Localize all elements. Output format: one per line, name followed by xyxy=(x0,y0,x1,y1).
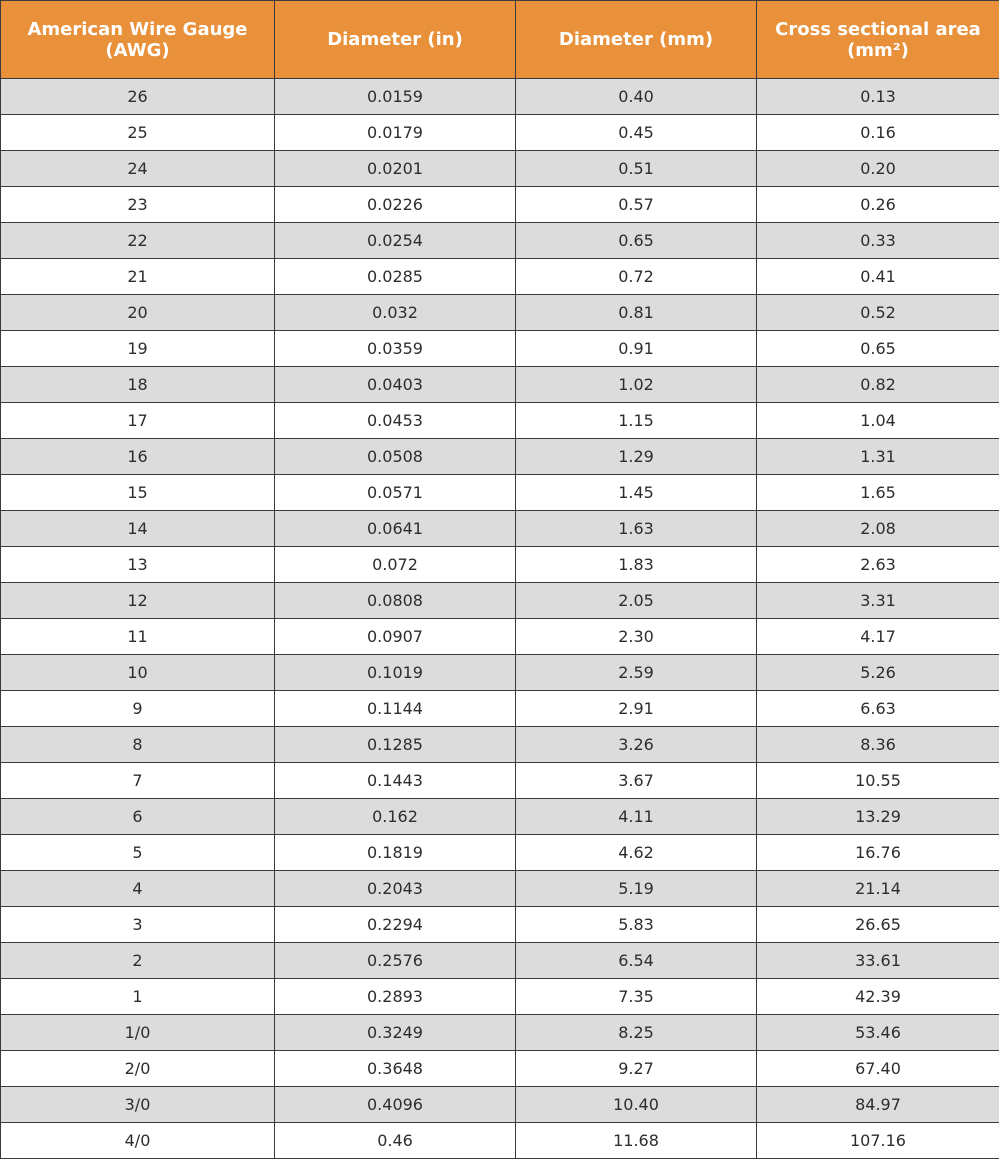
table-row xyxy=(1,511,999,547)
table-row xyxy=(1,403,999,439)
table-row xyxy=(1,835,999,871)
diameter-in-cell: 0.46 xyxy=(275,1123,516,1159)
area-cell: 67.40 xyxy=(757,1051,999,1087)
awg-cell: 5 xyxy=(1,835,275,871)
awg-cell: 13 xyxy=(1,547,275,583)
area-cell: 0.33 xyxy=(757,223,999,259)
table-row xyxy=(1,727,999,763)
table-row xyxy=(1,151,999,187)
awg-cell: 1/0 xyxy=(1,1015,275,1051)
awg-cell: 4/0 xyxy=(1,1123,275,1159)
table-row xyxy=(1,259,999,295)
diameter-mm-cell: 3.67 xyxy=(516,763,757,799)
header-awg xyxy=(1,1,275,79)
header-area-line1: Cross sectional area xyxy=(763,19,993,40)
area-cell: 0.16 xyxy=(757,115,999,151)
awg-cell: 6 xyxy=(1,799,275,835)
awg-cell: 12 xyxy=(1,583,275,619)
header-diameter-in xyxy=(275,1,516,79)
diameter-in-cell: 0.2043 xyxy=(275,871,516,907)
diameter-in-cell: 0.0508 xyxy=(275,439,516,475)
awg-cell: 7 xyxy=(1,763,275,799)
table-row xyxy=(1,187,999,223)
area-cell: 1.04 xyxy=(757,403,999,439)
diameter-in-cell: 0.1819 xyxy=(275,835,516,871)
table-row xyxy=(1,979,999,1015)
area-cell: 21.14 xyxy=(757,871,999,907)
table-row xyxy=(1,547,999,583)
header-diameter-mm xyxy=(516,1,757,79)
diameter-in-cell: 0.1285 xyxy=(275,727,516,763)
diameter-in-cell: 0.3648 xyxy=(275,1051,516,1087)
area-cell: 84.97 xyxy=(757,1087,999,1123)
diameter-mm-cell: 7.35 xyxy=(516,979,757,1015)
diameter-in-cell: 0.0159 xyxy=(275,79,516,115)
area-cell: 26.65 xyxy=(757,907,999,943)
awg-cell: 3/0 xyxy=(1,1087,275,1123)
diameter-mm-cell: 9.27 xyxy=(516,1051,757,1087)
table-row xyxy=(1,943,999,979)
diameter-in-cell: 0.0571 xyxy=(275,475,516,511)
diameter-mm-cell: 2.91 xyxy=(516,691,757,727)
header-row xyxy=(1,1,999,79)
table-row xyxy=(1,691,999,727)
diameter-in-cell: 0.1144 xyxy=(275,691,516,727)
area-cell: 8.36 xyxy=(757,727,999,763)
diameter-mm-cell: 0.57 xyxy=(516,187,757,223)
diameter-in-cell: 0.0254 xyxy=(275,223,516,259)
diameter-in-cell: 0.0641 xyxy=(275,511,516,547)
area-cell: 53.46 xyxy=(757,1015,999,1051)
awg-cell: 17 xyxy=(1,403,275,439)
table-row xyxy=(1,871,999,907)
awg-cell: 21 xyxy=(1,259,275,295)
diameter-mm-cell: 3.26 xyxy=(516,727,757,763)
awg-cell: 20 xyxy=(1,295,275,331)
diameter-mm-cell: 1.45 xyxy=(516,475,757,511)
diameter-mm-cell: 0.81 xyxy=(516,295,757,331)
header-diameter-in-label: Diameter (in) xyxy=(281,29,509,50)
area-cell: 0.52 xyxy=(757,295,999,331)
table-row xyxy=(1,1015,999,1051)
diameter-mm-cell: 1.29 xyxy=(516,439,757,475)
diameter-mm-cell: 5.83 xyxy=(516,907,757,943)
header-cross-sectional-area xyxy=(757,1,999,79)
area-cell: 2.08 xyxy=(757,511,999,547)
area-cell: 2.63 xyxy=(757,547,999,583)
diameter-mm-cell: 2.59 xyxy=(516,655,757,691)
diameter-mm-cell: 6.54 xyxy=(516,943,757,979)
diameter-mm-cell: 0.72 xyxy=(516,259,757,295)
diameter-in-cell: 0.1443 xyxy=(275,763,516,799)
area-cell: 33.61 xyxy=(757,943,999,979)
awg-cell: 15 xyxy=(1,475,275,511)
area-cell: 107.16 xyxy=(757,1123,999,1159)
awg-cell: 2 xyxy=(1,943,275,979)
diameter-mm-cell: 0.91 xyxy=(516,331,757,367)
diameter-mm-cell: 2.05 xyxy=(516,583,757,619)
table-row xyxy=(1,475,999,511)
table-header xyxy=(1,1,999,79)
awg-cell: 4 xyxy=(1,871,275,907)
area-cell: 1.31 xyxy=(757,439,999,475)
diameter-in-cell: 0.0179 xyxy=(275,115,516,151)
diameter-in-cell: 0.0285 xyxy=(275,259,516,295)
area-cell: 0.82 xyxy=(757,367,999,403)
diameter-mm-cell: 4.11 xyxy=(516,799,757,835)
area-cell: 4.17 xyxy=(757,619,999,655)
diameter-mm-cell: 1.15 xyxy=(516,403,757,439)
diameter-mm-cell: 0.40 xyxy=(516,79,757,115)
awg-cell: 19 xyxy=(1,331,275,367)
table-row xyxy=(1,331,999,367)
diameter-mm-cell: 8.25 xyxy=(516,1015,757,1051)
awg-cell: 14 xyxy=(1,511,275,547)
diameter-in-cell: 0.0808 xyxy=(275,583,516,619)
diameter-in-cell: 0.0359 xyxy=(275,331,516,367)
diameter-mm-cell: 0.51 xyxy=(516,151,757,187)
area-cell: 13.29 xyxy=(757,799,999,835)
diameter-mm-cell: 0.65 xyxy=(516,223,757,259)
awg-cell: 16 xyxy=(1,439,275,475)
diameter-mm-cell: 5.19 xyxy=(516,871,757,907)
diameter-in-cell: 0.072 xyxy=(275,547,516,583)
area-cell: 42.39 xyxy=(757,979,999,1015)
diameter-mm-cell: 4.62 xyxy=(516,835,757,871)
header-awg-line2: (AWG) xyxy=(7,40,268,61)
diameter-in-cell: 0.2893 xyxy=(275,979,516,1015)
awg-cell: 18 xyxy=(1,367,275,403)
table-row xyxy=(1,655,999,691)
diameter-in-cell: 0.162 xyxy=(275,799,516,835)
awg-cell: 10 xyxy=(1,655,275,691)
table-row xyxy=(1,1087,999,1123)
diameter-mm-cell: 11.68 xyxy=(516,1123,757,1159)
area-cell: 0.13 xyxy=(757,79,999,115)
awg-cell: 11 xyxy=(1,619,275,655)
area-cell: 3.31 xyxy=(757,583,999,619)
diameter-in-cell: 0.2576 xyxy=(275,943,516,979)
area-cell: 0.65 xyxy=(757,331,999,367)
diameter-mm-cell: 1.83 xyxy=(516,547,757,583)
table-row xyxy=(1,583,999,619)
diameter-in-cell: 0.0201 xyxy=(275,151,516,187)
awg-cell: 24 xyxy=(1,151,275,187)
diameter-mm-cell: 1.63 xyxy=(516,511,757,547)
header-awg-line1: American Wire Gauge xyxy=(7,19,268,40)
table-row xyxy=(1,619,999,655)
awg-cell: 1 xyxy=(1,979,275,1015)
table-body xyxy=(1,79,999,1159)
awg-cell: 9 xyxy=(1,691,275,727)
awg-cell: 2/0 xyxy=(1,1051,275,1087)
diameter-mm-cell: 2.30 xyxy=(516,619,757,655)
area-cell: 10.55 xyxy=(757,763,999,799)
area-cell: 0.41 xyxy=(757,259,999,295)
table-row xyxy=(1,79,999,115)
area-cell: 6.63 xyxy=(757,691,999,727)
diameter-in-cell: 0.0226 xyxy=(275,187,516,223)
table-row xyxy=(1,907,999,943)
table-row xyxy=(1,1123,999,1159)
diameter-in-cell: 0.1019 xyxy=(275,655,516,691)
area-cell: 16.76 xyxy=(757,835,999,871)
table-row xyxy=(1,367,999,403)
diameter-mm-cell: 0.45 xyxy=(516,115,757,151)
diameter-in-cell: 0.032 xyxy=(275,295,516,331)
awg-cell: 3 xyxy=(1,907,275,943)
diameter-in-cell: 0.0907 xyxy=(275,619,516,655)
awg-cell: 26 xyxy=(1,79,275,115)
area-cell: 1.65 xyxy=(757,475,999,511)
table-row xyxy=(1,763,999,799)
area-cell: 0.26 xyxy=(757,187,999,223)
table-row xyxy=(1,115,999,151)
diameter-in-cell: 0.3249 xyxy=(275,1015,516,1051)
diameter-in-cell: 0.2294 xyxy=(275,907,516,943)
awg-cell: 25 xyxy=(1,115,275,151)
table-row xyxy=(1,799,999,835)
table-row xyxy=(1,295,999,331)
awg-cell: 23 xyxy=(1,187,275,223)
diameter-mm-cell: 1.02 xyxy=(516,367,757,403)
table-row xyxy=(1,1051,999,1087)
header-area-line2: (mm²) xyxy=(763,40,993,61)
diameter-in-cell: 0.0453 xyxy=(275,403,516,439)
awg-cell: 22 xyxy=(1,223,275,259)
table-row xyxy=(1,439,999,475)
area-cell: 0.20 xyxy=(757,151,999,187)
diameter-in-cell: 0.4096 xyxy=(275,1087,516,1123)
diameter-mm-cell: 10.40 xyxy=(516,1087,757,1123)
table-row xyxy=(1,223,999,259)
awg-cell: 8 xyxy=(1,727,275,763)
area-cell: 5.26 xyxy=(757,655,999,691)
header-diameter-mm-label: Diameter (mm) xyxy=(522,29,750,50)
diameter-in-cell: 0.0403 xyxy=(275,367,516,403)
